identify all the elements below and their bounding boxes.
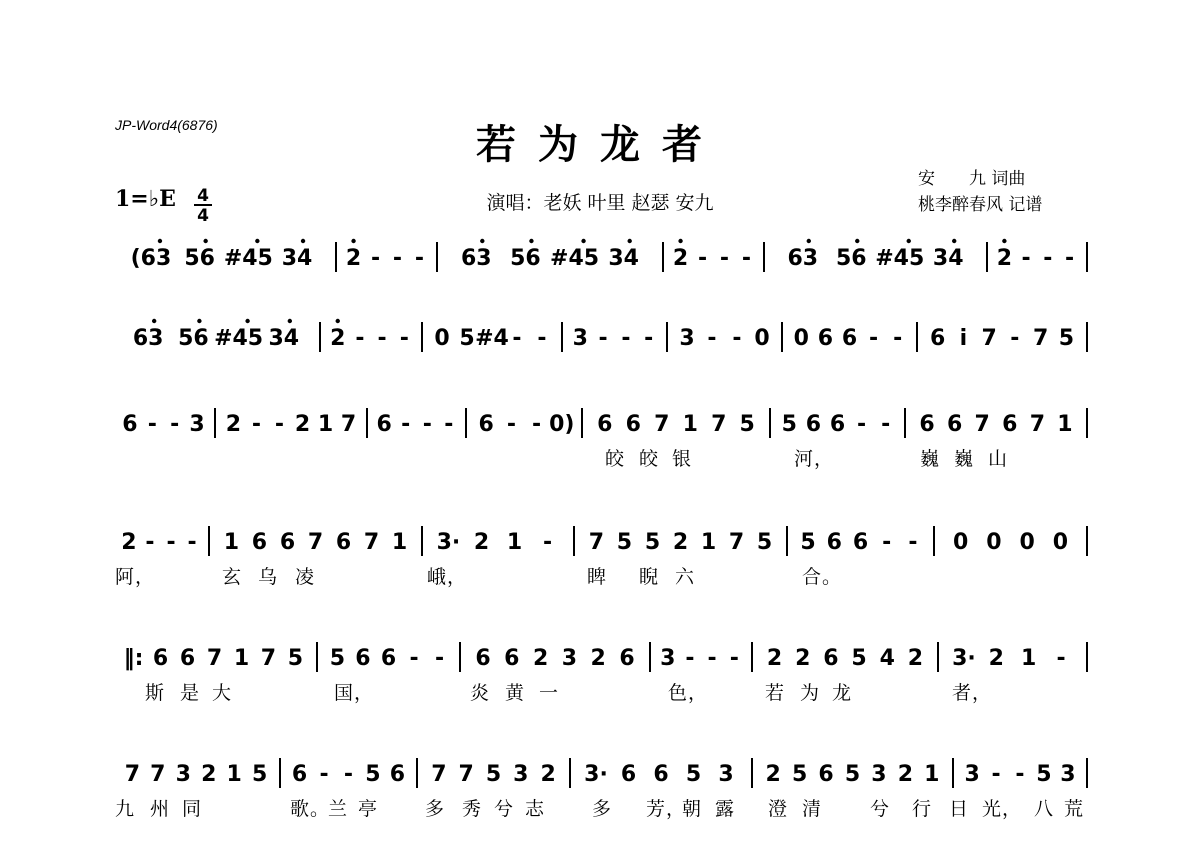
lyric-char: 合。: [802, 566, 843, 588]
note: 5: [616, 530, 633, 555]
note: 3: [964, 762, 980, 787]
lyric-char: 行: [912, 798, 933, 820]
note: 5: [329, 646, 346, 671]
note: 7: [431, 762, 447, 787]
note: 5: [791, 762, 808, 787]
lyrics-row-6: [112, 794, 1090, 820]
note: -: [392, 246, 403, 271]
note: 2: [532, 646, 549, 671]
note: 0: [1052, 530, 1069, 555]
note: -: [422, 412, 432, 437]
octave-dot: [197, 319, 201, 323]
note: 7: [150, 762, 166, 787]
note: 2: [345, 246, 362, 271]
singers-credit: 演唱：老妖 叶里 赵瑟 安九: [486, 192, 714, 214]
score-row-3: [112, 402, 1090, 470]
note: 1: [700, 530, 717, 555]
note: #45: [223, 246, 273, 271]
lyric-char: 若: [765, 682, 786, 704]
note: -: [685, 646, 695, 671]
note: 6: [251, 530, 268, 555]
note: #4: [475, 326, 509, 351]
lyric-char: 峨，: [427, 566, 468, 588]
note: 2: [672, 530, 689, 555]
note: 5: [287, 646, 304, 671]
note: 2: [540, 762, 556, 787]
note: 6: [852, 530, 869, 555]
note: 1: [1057, 412, 1073, 437]
note: 1: [233, 646, 250, 671]
note: 3·: [952, 646, 976, 671]
note: 6: [818, 762, 834, 787]
note: 1: [317, 412, 334, 437]
note: -: [707, 326, 717, 351]
lyric-char: 是: [180, 682, 201, 704]
note: 7: [363, 530, 380, 555]
note: -: [741, 246, 752, 271]
notation-row-1: [112, 236, 1090, 284]
lyric-char: 八: [1034, 798, 1055, 820]
note: 2: [330, 326, 346, 351]
note: 56: [184, 246, 215, 271]
note: 3: [1060, 762, 1076, 787]
note: 1: [682, 412, 698, 437]
note: #45: [214, 326, 264, 351]
note: ‖:: [123, 646, 144, 671]
note: 0: [1019, 530, 1035, 555]
octave-dot: [678, 239, 682, 243]
note: 2: [590, 646, 606, 671]
note: -: [435, 646, 445, 671]
note: 6: [152, 646, 169, 671]
lyric-char: 者，: [952, 682, 993, 704]
note: 2: [201, 762, 217, 787]
note: 7: [458, 762, 474, 787]
note: 1: [506, 530, 523, 555]
note: -: [409, 646, 419, 671]
note: 3: [513, 762, 529, 787]
note: 2: [907, 646, 924, 671]
octave-dot: [245, 319, 249, 323]
lyric-char: 睥: [587, 566, 608, 588]
time-signature-bottom: 4: [197, 206, 209, 224]
lyric-char: 一: [539, 682, 560, 704]
note: 0): [549, 412, 575, 437]
note: -: [1015, 762, 1025, 787]
note: 6: [597, 412, 613, 437]
octave-dot: [288, 319, 292, 323]
note: 5: [365, 762, 381, 787]
lyric-char: 九: [115, 798, 136, 820]
note: 56: [835, 246, 867, 271]
note: 6: [841, 326, 858, 351]
notation-row-4: [112, 520, 1090, 568]
lyric-char: 歌。: [290, 798, 331, 820]
note: -: [707, 646, 717, 671]
note: -: [1010, 326, 1020, 351]
note: 6: [122, 412, 138, 437]
note: 3: [175, 762, 191, 787]
lyric-char: 露: [715, 798, 736, 820]
score-row-6: [112, 752, 1090, 820]
note: 34: [608, 246, 640, 271]
lyric-char: 皎: [639, 448, 660, 470]
lyric-char: 光，: [982, 798, 1023, 820]
note: i: [959, 326, 968, 351]
lyric-char: 睨: [639, 566, 660, 588]
lyric-char: 国，: [334, 682, 375, 704]
lyric-char: 河，: [794, 448, 835, 470]
note: 5: [459, 326, 475, 351]
note: -: [882, 530, 892, 555]
lyric-char: 巍: [920, 448, 941, 470]
score-row-4: [112, 520, 1090, 588]
lyric-char: 多: [592, 798, 613, 820]
note: -: [881, 412, 891, 437]
note: 3·: [436, 530, 461, 555]
note: 5: [1036, 762, 1052, 787]
note: 3: [660, 646, 676, 671]
note: 7: [340, 412, 357, 437]
lyric-char: 巍: [954, 448, 975, 470]
note: 6: [389, 762, 406, 787]
lyric-char: 同: [182, 798, 203, 820]
note: 2: [765, 762, 781, 787]
note: 5: [685, 762, 702, 787]
note: -: [401, 412, 411, 437]
note: 6: [805, 412, 822, 437]
score-row-1: [112, 236, 1090, 284]
transcriber-credit: 桃李醉春风 记谱: [918, 195, 1043, 215]
note: -: [729, 646, 739, 671]
note: #45: [550, 246, 600, 271]
note: 1: [226, 762, 242, 787]
lyric-char: 荒: [1064, 798, 1085, 820]
lyric-char: 朝: [682, 798, 703, 820]
note: -: [598, 326, 608, 351]
note: 6: [1002, 412, 1018, 437]
lyric-char: 兰: [328, 798, 349, 820]
version-label: JP-Word4(6876): [115, 117, 218, 133]
note: -: [414, 246, 425, 271]
note: -: [319, 762, 329, 787]
note: 6: [504, 646, 520, 671]
note: 56: [510, 246, 541, 271]
note: 5: [851, 646, 867, 671]
note: -: [1043, 246, 1053, 271]
note: 6: [619, 646, 635, 671]
note: -: [355, 326, 365, 351]
note: 6: [625, 412, 641, 437]
note: -: [251, 412, 262, 437]
octave-dot: [807, 239, 811, 243]
lyric-char: 多: [425, 798, 446, 820]
note: 1: [391, 530, 408, 555]
note: 2: [121, 530, 137, 555]
note: 5: [781, 412, 797, 437]
note: -: [869, 326, 879, 351]
note: -: [274, 412, 285, 437]
note: 6: [826, 530, 842, 555]
note: -: [166, 530, 176, 555]
note: -: [1021, 246, 1031, 271]
octave-dot: [158, 239, 162, 243]
note: 5: [756, 530, 773, 555]
note: 6: [291, 762, 308, 787]
note: -: [147, 412, 157, 437]
note: 7: [728, 530, 745, 555]
note: 2: [988, 646, 1004, 671]
note: -: [506, 412, 516, 437]
key-text: 1=♭E: [115, 186, 176, 212]
note: -: [512, 326, 522, 351]
lyric-char: 志: [525, 798, 546, 820]
note: 34: [281, 246, 313, 271]
octave-dot: [351, 239, 355, 243]
lyrics-row-3: [112, 444, 1090, 470]
octave-dot: [627, 239, 631, 243]
octave-dot: [336, 319, 340, 323]
note: 6: [946, 412, 963, 437]
note: 7: [654, 412, 670, 437]
note: -: [644, 326, 654, 351]
lyricist-composer-credit: 安 九 词曲: [918, 169, 1026, 189]
note: 56: [178, 326, 209, 351]
note: 7: [711, 412, 727, 437]
lyric-char: 秀: [462, 798, 483, 820]
notation-row-2: [112, 316, 1090, 364]
time-signature-top: 4: [197, 186, 209, 206]
lyric-char: 州: [150, 798, 171, 820]
octave-dot: [855, 239, 859, 243]
note: -: [399, 326, 409, 351]
lyric-char: 日: [949, 798, 970, 820]
score-row-5: [112, 636, 1090, 704]
lyric-char: 斯: [145, 682, 166, 704]
note: 6: [620, 762, 637, 787]
note: 0: [986, 530, 1002, 555]
note: 0: [434, 326, 450, 351]
lyric-char: 乌: [258, 566, 279, 588]
octave-dot: [152, 319, 156, 323]
lyric-char: 亭: [358, 798, 379, 820]
lyric-char: 兮: [494, 798, 515, 820]
notation-row-6: [112, 752, 1090, 800]
note: 3: [718, 762, 734, 787]
note: 7: [588, 530, 605, 555]
note: -: [187, 530, 197, 555]
note: 5: [1058, 326, 1075, 351]
note: 7: [307, 530, 324, 555]
note: 2: [795, 646, 811, 671]
lyric-char: 色，: [668, 682, 709, 704]
note: 2: [672, 246, 689, 271]
octave-dot: [581, 239, 585, 243]
note: 7: [1032, 326, 1049, 351]
octave-dot: [203, 239, 207, 243]
song-title: 若为龙者: [476, 121, 724, 168]
notation-row-3: [112, 402, 1090, 450]
note: 34: [268, 326, 300, 351]
lyric-char: 凌: [295, 566, 316, 588]
octave-dot: [255, 239, 259, 243]
note: (63: [130, 246, 172, 271]
octave-dot: [952, 239, 956, 243]
note: 6: [355, 646, 371, 671]
note: 63: [787, 246, 819, 271]
lyric-char: 六: [675, 566, 696, 588]
note: 1: [223, 530, 240, 555]
note: -: [719, 246, 730, 271]
lyric-char: 阿，: [115, 566, 156, 588]
note: 2: [225, 412, 242, 437]
notation-row-5: [112, 636, 1090, 684]
lyric-char: 山: [988, 448, 1009, 470]
lyric-char: 黄: [505, 682, 526, 704]
octave-dot: [907, 239, 911, 243]
note: 2: [897, 762, 914, 787]
note: 6: [919, 412, 935, 437]
lyric-char: 皎: [605, 448, 626, 470]
octave-dot: [1002, 239, 1006, 243]
note: #45: [875, 246, 925, 271]
note: 6: [380, 646, 397, 671]
score-row-2: [112, 316, 1090, 364]
note: 5: [844, 762, 861, 787]
note: -: [343, 762, 354, 787]
note: -: [377, 326, 387, 351]
note: 7: [974, 412, 990, 437]
note: 6: [929, 326, 946, 351]
note: 5: [800, 530, 816, 555]
note: -: [697, 246, 708, 271]
note: -: [621, 326, 631, 351]
note: 7: [981, 326, 997, 351]
note: 5: [644, 530, 661, 555]
note: 0: [793, 326, 809, 351]
lyric-char: 龙: [832, 682, 853, 704]
lyric-char: 清: [802, 798, 823, 820]
lyric-char: 为: [800, 682, 821, 704]
note: 5: [485, 762, 502, 787]
lyric-char: 兮: [870, 798, 891, 820]
note: 6: [376, 412, 392, 437]
note: 2: [294, 412, 311, 437]
note: 1: [1021, 646, 1037, 671]
lyric-char: 玄: [222, 566, 243, 588]
note: -: [908, 530, 918, 555]
note: 5: [739, 412, 755, 437]
note: 6: [179, 646, 196, 671]
note: 3: [572, 326, 588, 351]
octave-dot: [301, 239, 305, 243]
note: 3·: [584, 762, 608, 787]
note: 3: [189, 412, 205, 437]
note: 6: [829, 412, 846, 437]
note: 2: [473, 530, 490, 555]
lyric-char: 银: [672, 448, 693, 470]
note: -: [1065, 246, 1075, 271]
note: 6: [475, 646, 491, 671]
note: 0: [754, 326, 770, 351]
note: 6: [823, 646, 839, 671]
note: 2: [996, 246, 1013, 271]
note: -: [1056, 646, 1066, 671]
note: 7: [1029, 412, 1046, 437]
note: 2: [766, 646, 783, 671]
note: 4: [879, 646, 895, 671]
note: -: [444, 412, 454, 437]
note: -: [170, 412, 180, 437]
note: -: [532, 412, 542, 437]
note: -: [537, 326, 547, 351]
lyrics-row-4: [112, 562, 1090, 588]
octave-dot: [480, 239, 484, 243]
note: 6: [817, 326, 834, 351]
lyric-char: 炎: [470, 682, 491, 704]
note: 0: [952, 530, 969, 555]
note: 63: [460, 246, 492, 271]
note: 6: [478, 412, 494, 437]
note: 7: [206, 646, 223, 671]
note: -: [991, 762, 1001, 787]
lyric-char: 澄: [768, 798, 789, 820]
note: -: [370, 246, 381, 271]
note: 3: [871, 762, 887, 787]
note: 7: [124, 762, 141, 787]
note: -: [857, 412, 867, 437]
note: 6: [335, 530, 352, 555]
note: 5: [251, 762, 268, 787]
note: 34: [932, 246, 964, 271]
note: 6: [279, 530, 296, 555]
lyric-char: 大: [212, 682, 233, 704]
note: -: [542, 530, 553, 555]
note: -: [732, 326, 742, 351]
lyrics-row-5: [112, 678, 1090, 704]
lyric-char: 芳，: [646, 798, 687, 820]
note: -: [893, 326, 903, 351]
note: 3: [679, 326, 695, 351]
note: 3: [561, 646, 578, 671]
octave-dot: [529, 239, 533, 243]
note: 1: [924, 762, 940, 787]
note: 6: [653, 762, 669, 787]
note: 63: [132, 326, 164, 351]
note: -: [145, 530, 155, 555]
note: 7: [260, 646, 277, 671]
